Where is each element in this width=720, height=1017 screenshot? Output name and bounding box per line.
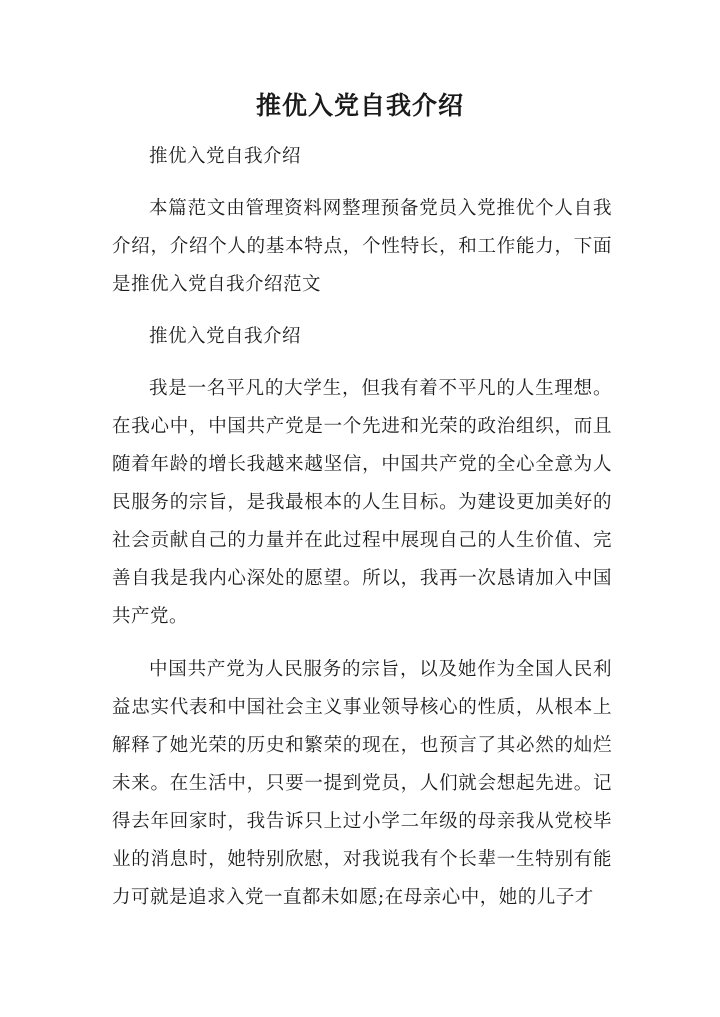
paragraph-subtitle: 推优入党自我介绍 (149, 146, 302, 167)
document-title: 推优入党自我介绍 (255, 91, 464, 120)
paragraph-heading: 推优入党自我介绍 (149, 326, 302, 347)
paragraph-body-2: 中国共产党为人民服务的宗旨，以及她作为全国人民利益忠实代表和中国社会主义事业领导核心的性质，从根本上解释了她光荣的历史和繁荣的现在，也预言了其必然的灿烂未来。在生活中，只要一提到党员，人们就会想起先进。记得去年回家时，我告诉只上过小学二年级的母亲我从党校毕业的消息时，她特别欣慰，对我说我有个长辈一生特别有能力可就是追求入党一直都未如愿;在母亲心中，她的儿子才 (112, 659, 612, 908)
document-body (112, 138, 612, 917)
paragraph-intro: 本篇范文由管理资料网整理预备党员入党推优个人自我介绍，介绍个人的基本特点，个性特长，和工作能力，下面是推优入党自我介绍范文 (112, 198, 612, 295)
paragraph-body-1: 我是一名平凡的大学生，但我有着不平凡的人生理想。在我心中，中国共产党是一个先进和光荣的政治组织，而且随着年龄的增长我越来越坚信，中国共产党的全心全意为人民服务的宗旨，是我最根本的人生目标。为建设更加美好的社会贡献自己的力量并在此过程中展现自己的人生价值、完善自我是我内心深处的愿望。所以，我再一次恳请加入中国共产党。 (112, 378, 612, 627)
